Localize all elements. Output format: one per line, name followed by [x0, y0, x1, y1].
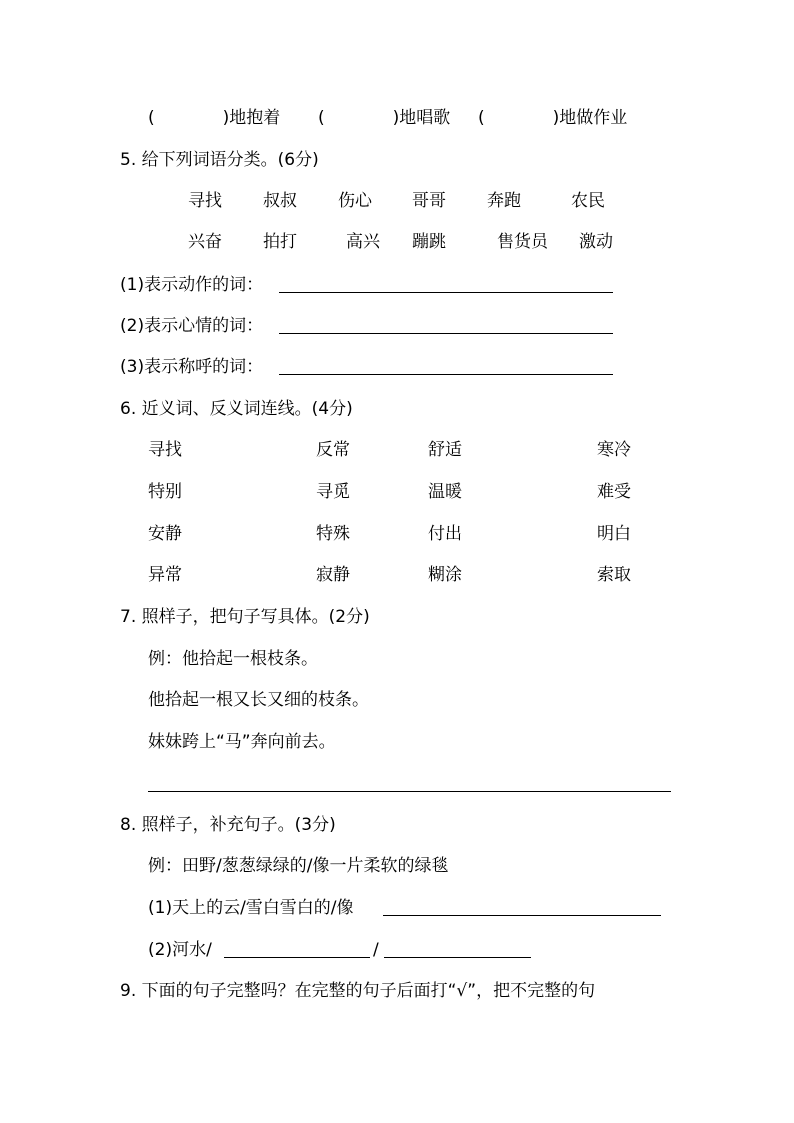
q4-blank-2: ( )地唱歌	[318, 108, 451, 128]
answer-line[interactable]	[279, 292, 613, 293]
word[interactable]: 难受	[597, 482, 631, 502]
q4-blank-1: ( )地抱着	[148, 108, 281, 128]
word[interactable]: 明白	[597, 524, 631, 544]
word: 农民	[571, 191, 605, 211]
q5-title: 5. 给下列词语分类。(6分)	[120, 150, 319, 170]
word: 高兴	[346, 232, 380, 252]
answer-line[interactable]	[384, 957, 531, 958]
q8-sub-2-start: (2)河水/	[148, 940, 212, 960]
word: 奔跑	[487, 191, 521, 211]
word: 哥哥	[412, 191, 446, 211]
word: 售货员	[497, 232, 548, 252]
word: 伤心	[338, 191, 372, 211]
q8-sub-1: (1)天上的云/雪白雪白的/像	[148, 898, 354, 918]
answer-line[interactable]	[224, 957, 370, 958]
word: 寻找	[188, 191, 222, 211]
word[interactable]: 寒冷	[597, 440, 631, 460]
word: 兴奋	[188, 232, 222, 252]
word: 激动	[579, 232, 613, 252]
q6-title: 6. 近义词、反义词连线。(4分)	[120, 399, 353, 419]
answer-line[interactable]	[279, 374, 613, 375]
q5-sub-3: (3)表示称呼的词：	[120, 357, 264, 377]
answer-line[interactable]	[383, 915, 661, 916]
q5-sub-1: (1)表示动作的词：	[120, 275, 264, 295]
word[interactable]: 异常	[148, 565, 182, 585]
q7-example: 例：他拾起一根枝条。	[148, 649, 318, 669]
q8-example: 例：田野/葱葱绿绿的/像一片柔软的绿毯	[148, 856, 449, 876]
word[interactable]: 寂静	[316, 565, 350, 585]
word[interactable]: 寻找	[148, 440, 182, 460]
answer-line[interactable]	[148, 791, 671, 792]
word[interactable]: 特别	[148, 482, 182, 502]
q7-model-sentence: 他拾起一根又长又细的枝条。	[148, 690, 369, 710]
q8-sub-2-slash: /	[373, 940, 379, 960]
word[interactable]: 糊涂	[428, 565, 462, 585]
word[interactable]: 特殊	[316, 524, 350, 544]
word[interactable]: 寻觅	[316, 482, 350, 502]
answer-line[interactable]	[279, 333, 613, 334]
word: 拍打	[263, 232, 297, 252]
word[interactable]: 温暖	[428, 482, 462, 502]
q7-title: 7. 照样子，把句子写具体。(2分)	[120, 607, 370, 627]
q8-title: 8. 照样子，补充句子。(3分)	[120, 815, 336, 835]
word: 蹦跳	[412, 232, 446, 252]
word: 叔叔	[263, 191, 297, 211]
word[interactable]: 安静	[148, 524, 182, 544]
q7-task-sentence: 妹妹跨上“马”奔向前去。	[148, 732, 336, 752]
word[interactable]: 付出	[428, 524, 462, 544]
word[interactable]: 反常	[316, 440, 350, 460]
q5-sub-2: (2)表示心情的词：	[120, 316, 264, 336]
word[interactable]: 舒适	[428, 440, 462, 460]
word[interactable]: 索取	[597, 565, 631, 585]
q4-blank-3: ( )地做作业	[478, 108, 628, 128]
q9-title: 9. 下面的句子完整吗？在完整的句子后面打“√”，把不完整的句	[120, 981, 596, 1001]
